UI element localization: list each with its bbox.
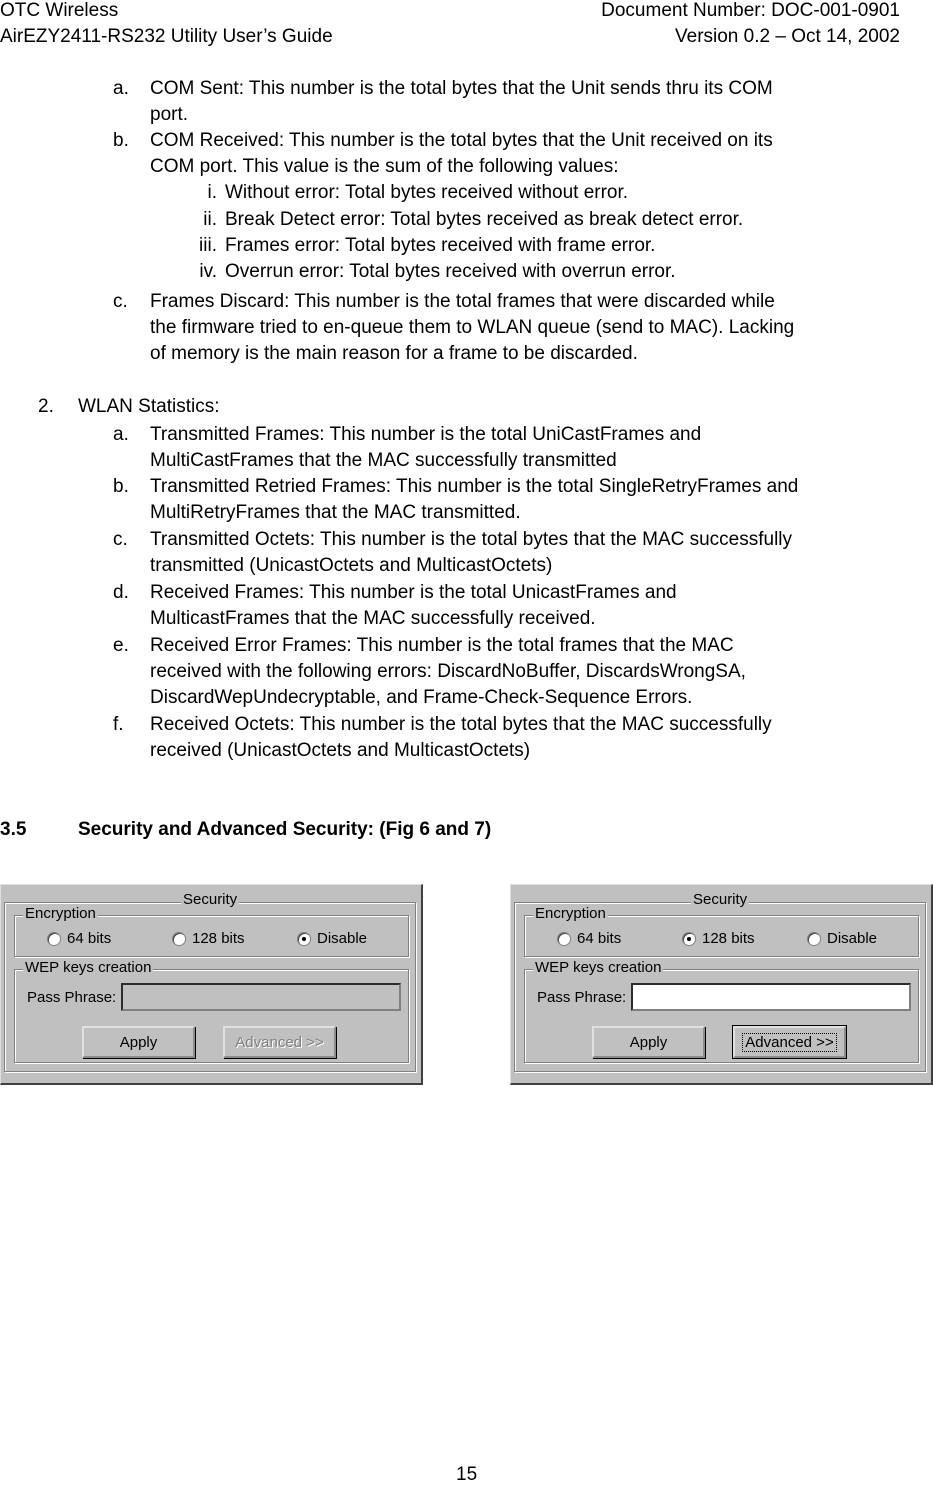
item-line: Transmitted Retried Frames: This number is the total SingleRetryFrames and — [150, 476, 799, 497]
item-label: c. — [113, 291, 128, 312]
item-label: f. — [113, 714, 124, 735]
radio-selected-icon — [297, 932, 311, 946]
radio-selected-icon — [682, 932, 696, 946]
item-line: COM Sent: This number is the total bytes that the Unit sends thru its COM — [150, 78, 773, 99]
header-doc-number: Document Number: DOC-001-0901 — [601, 0, 900, 21]
wlan-title: WLAN Statistics: — [78, 396, 220, 417]
apply-label: Apply — [119, 1033, 158, 1051]
radio-disable[interactable] — [807, 930, 877, 947]
radio-128-bits[interactable] — [172, 930, 245, 947]
subitem-label: iv. — [199, 261, 217, 282]
radio-circle-icon — [172, 932, 186, 946]
item-line: COM Received: This number is the total bytes that the Unit received on its — [150, 130, 773, 151]
header-company: OTC Wireless — [0, 0, 119, 21]
advanced-button[interactable] — [733, 1026, 846, 1058]
item-line: Received Error Frames: This number is the total frames that the MAC — [150, 635, 734, 656]
advanced-button[interactable] — [223, 1026, 336, 1058]
radio-circle-icon — [557, 932, 571, 946]
subitem-text: Break Detect error: Total bytes received as break detect error. — [225, 209, 744, 230]
item-line: COM port. This value is the sum of the following values: — [150, 156, 619, 177]
subitem-label: iii. — [199, 235, 217, 256]
header-guide-title: AirEZY2411-RS232 Utility User’s Guide — [0, 26, 333, 47]
radio-128-bits[interactable] — [682, 930, 755, 947]
security-group-title: Security — [693, 891, 748, 908]
subitem-label: i. — [207, 182, 217, 203]
encryption-group — [14, 905, 409, 957]
radio-label: 128 bits — [702, 930, 755, 947]
item-line: received (UnicastOctets and MulticastOctets) — [150, 740, 531, 761]
radio-64-bits[interactable] — [47, 930, 111, 947]
radio-label: Disable — [317, 930, 368, 947]
radio-label: 64 bits — [67, 930, 112, 947]
subitem-text: Without error: Total bytes received without error. — [225, 182, 629, 203]
pass-phrase-label: Pass Phrase: — [27, 989, 117, 1006]
wep-title: WEP keys creation — [25, 959, 152, 976]
radio-circle-icon — [807, 932, 821, 946]
subitem-text: Overrun error: Total bytes received with overrun error. — [225, 261, 676, 282]
subitem-text: Frames error: Total bytes received with frame error. — [225, 235, 656, 256]
page-number: 15 — [456, 1464, 478, 1485]
pass-phrase-label: Pass Phrase: — [537, 989, 627, 1006]
item-line: received with the following errors: DiscardNoBuffer, DiscardsWrongSA, — [150, 661, 746, 682]
security-dialog-fig6 — [0, 884, 423, 1085]
encryption-title: Encryption — [535, 905, 606, 922]
list-number: 2. — [38, 396, 54, 417]
item-line: MulticastFrames that the MAC successfully received. — [150, 608, 596, 629]
pass-phrase-input[interactable] — [631, 983, 911, 1011]
security-dialog-fig7 — [510, 884, 933, 1085]
item-line: MultiCastFrames that the MAC successfully transmitted — [150, 450, 617, 471]
advanced-label: Advanced >> — [235, 1033, 324, 1051]
apply-button[interactable] — [592, 1026, 705, 1058]
subitem-label: ii. — [203, 209, 217, 230]
item-label: e. — [113, 635, 129, 656]
item-label: b. — [113, 130, 129, 151]
radio-label: Disable — [827, 930, 878, 947]
section-number: 3.5 — [0, 819, 27, 840]
encryption-group — [524, 905, 919, 957]
radio-disable[interactable] — [297, 930, 367, 947]
item-line: Transmitted Octets: This number is the total bytes that the MAC successfully — [150, 529, 793, 550]
item-line: DiscardWepUndecryptable, and Frame-Check-Sequence Errors. — [150, 687, 693, 708]
item-line: the firmware tried to en-queue them to WLAN queue (send to MAC). Lacking — [150, 317, 795, 338]
item-line: transmitted (UnicastOctets and MulticastOctets) — [150, 555, 553, 576]
radio-label: 128 bits — [192, 930, 245, 947]
item-line: of memory is the main reason for a frame to be discarded. — [150, 343, 638, 364]
advanced-label: Advanced >> — [745, 1033, 834, 1051]
wep-group — [524, 959, 919, 1063]
wep-title: WEP keys creation — [535, 959, 662, 976]
item-line: Frames Discard: This number is the total frames that were discarded while — [150, 291, 775, 312]
apply-button[interactable] — [82, 1026, 195, 1058]
item-line: Transmitted Frames: This number is the total UniCastFrames and — [150, 424, 702, 445]
item-line: Received Octets: This number is the total bytes that the MAC successfully — [150, 714, 772, 735]
radio-label: 64 bits — [577, 930, 622, 947]
item-label: a. — [113, 424, 129, 445]
item-label: a. — [113, 78, 129, 99]
item-label: d. — [113, 582, 129, 603]
item-label: b. — [113, 476, 129, 497]
encryption-title: Encryption — [25, 905, 96, 922]
radio-circle-icon — [47, 932, 61, 946]
apply-label: Apply — [629, 1033, 668, 1051]
section-title: Security and Advanced Security: (Fig 6 and 7) — [78, 819, 492, 840]
item-label: c. — [113, 529, 128, 550]
header-version: Version 0.2 – Oct 14, 2002 — [675, 26, 900, 47]
pass-phrase-input[interactable] — [121, 983, 401, 1011]
wep-group — [14, 959, 409, 1063]
radio-64-bits[interactable] — [557, 930, 621, 947]
item-line: Received Frames: This number is the total UnicastFrames and — [150, 582, 677, 603]
item-line: MultiRetryFrames that the MAC transmitted. — [150, 502, 521, 523]
item-line: port. — [150, 104, 189, 125]
security-group-title: Security — [183, 891, 238, 908]
